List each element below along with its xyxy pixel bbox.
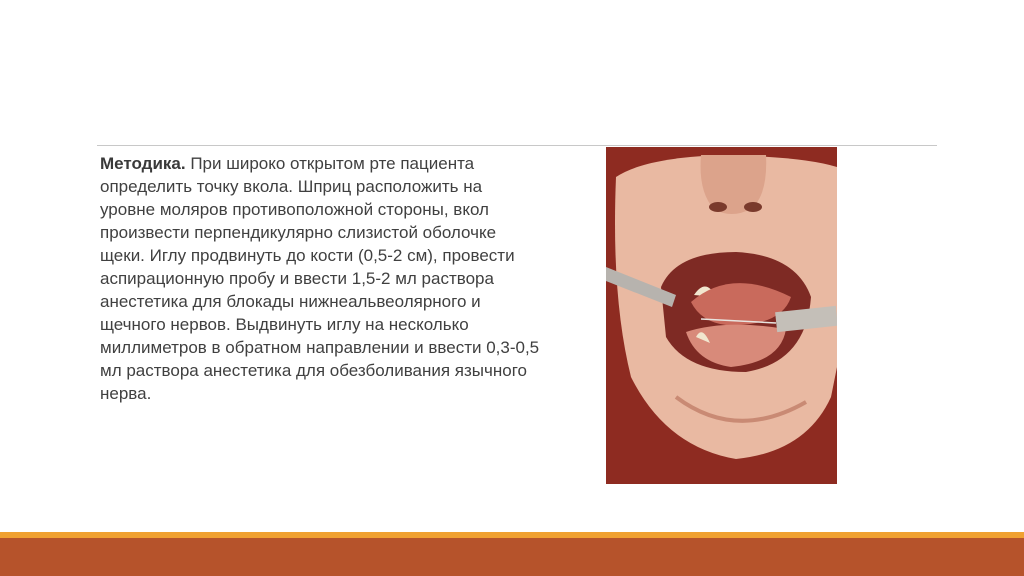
- technique-body: При широко открытом рте пациента определить точку вкола. Шприц расположить на уровне моляров противоположной стороны, вкол произвести перпендикулярно слизистой оболочке щеки. Иглу продвинуть до кости (0,5-2 см), провести аспирационную пробу и ввести 1,5-2 мл раствора анестетика для блокады нижнеальвеолярного и щечного нервов. Выдвинуть иглу на несколько миллиметров в обратном направлении и ввести 0,3-0,5 мл раствора анестетика для обезболивания язычного нерва.: [100, 154, 540, 403]
- right-nostril: [744, 202, 762, 212]
- open-mouth-injection-illustration: [606, 147, 837, 484]
- left-nostril: [709, 202, 727, 212]
- footer-bar: [0, 538, 1024, 576]
- technique-text: [100, 152, 540, 405]
- title-divider: [97, 145, 937, 146]
- technique-heading: Методика.: [100, 154, 186, 173]
